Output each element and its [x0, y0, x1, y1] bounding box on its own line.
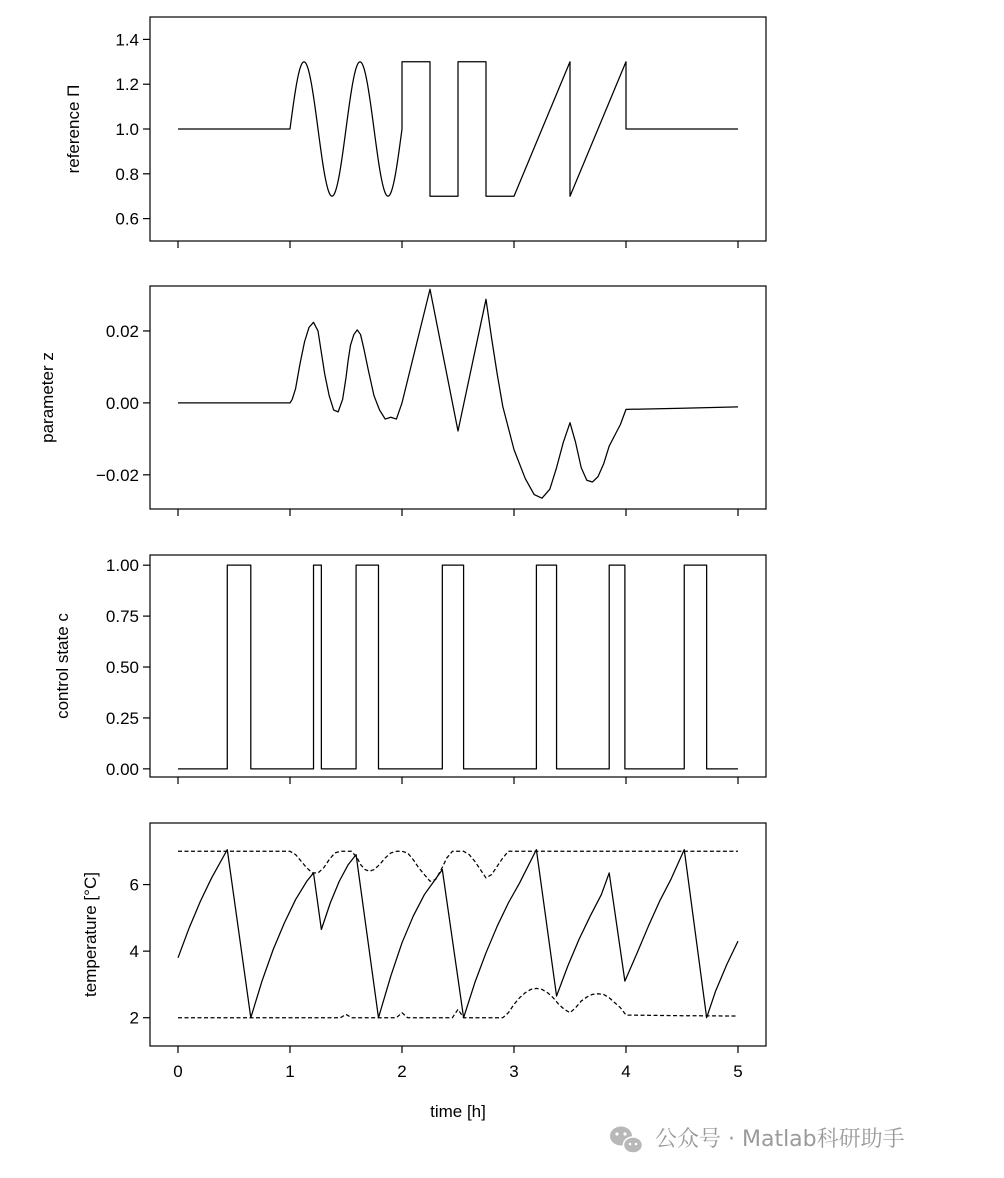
x-tick-label: 2 [397, 1062, 407, 1081]
x-tick-label: 4 [621, 1062, 631, 1081]
y-axis-label: temperature [°C] [81, 872, 100, 997]
y-tick-label: 6 [129, 875, 139, 895]
axes-frame [150, 286, 766, 509]
watermark [610, 1127, 905, 1154]
y-tick-label: 1.2 [115, 75, 139, 95]
panel-4 [81, 823, 766, 1081]
y-tick-label: 1.00 [105, 556, 139, 576]
y-tick-label: 1.0 [115, 120, 139, 139]
x-tick-label: 1 [285, 1062, 295, 1081]
y-tick-label: 0.6 [115, 209, 139, 229]
panel-1 [64, 17, 766, 248]
y-tick-label: 1.4 [115, 30, 139, 50]
y-tick-label: 0.00 [105, 759, 139, 779]
watermark-text: 公众号 · Matlab科研助手 [655, 1127, 905, 1152]
y-tick-label: 4 [129, 942, 139, 962]
panel-2 [38, 286, 766, 516]
series-line-1 [178, 289, 738, 498]
panels-group [38, 17, 766, 1081]
x-axis-label: time [h] [430, 1102, 486, 1121]
x-tick-label: 3 [509, 1062, 519, 1081]
y-axis-label: reference Π [64, 84, 83, 174]
y-tick-label: 0.25 [105, 708, 139, 728]
y-tick-label: 0.75 [105, 607, 139, 627]
y-tick-label: 2 [129, 1008, 139, 1028]
axes-frame [150, 823, 766, 1046]
series-line-2 [178, 851, 738, 881]
series-line-3 [178, 988, 738, 1017]
axes-frame [150, 555, 766, 777]
panel-3 [53, 555, 766, 784]
series-line-1 [178, 565, 738, 769]
series-line-1 [178, 850, 738, 1018]
series-line-1 [178, 62, 738, 196]
y-tick-label: 0.00 [105, 393, 139, 413]
x-tick-label: 0 [173, 1062, 183, 1081]
y-axis-label: control state c [53, 613, 72, 719]
x-tick-label: 5 [733, 1062, 743, 1081]
y-tick-label: 0.8 [115, 164, 139, 184]
y-tick-label: −0.02 [95, 465, 139, 485]
wechat-icon [610, 1127, 643, 1154]
y-tick-label: 0.02 [105, 321, 139, 341]
y-tick-label: 0.50 [105, 658, 139, 678]
y-axis-label: parameter z [38, 352, 57, 443]
